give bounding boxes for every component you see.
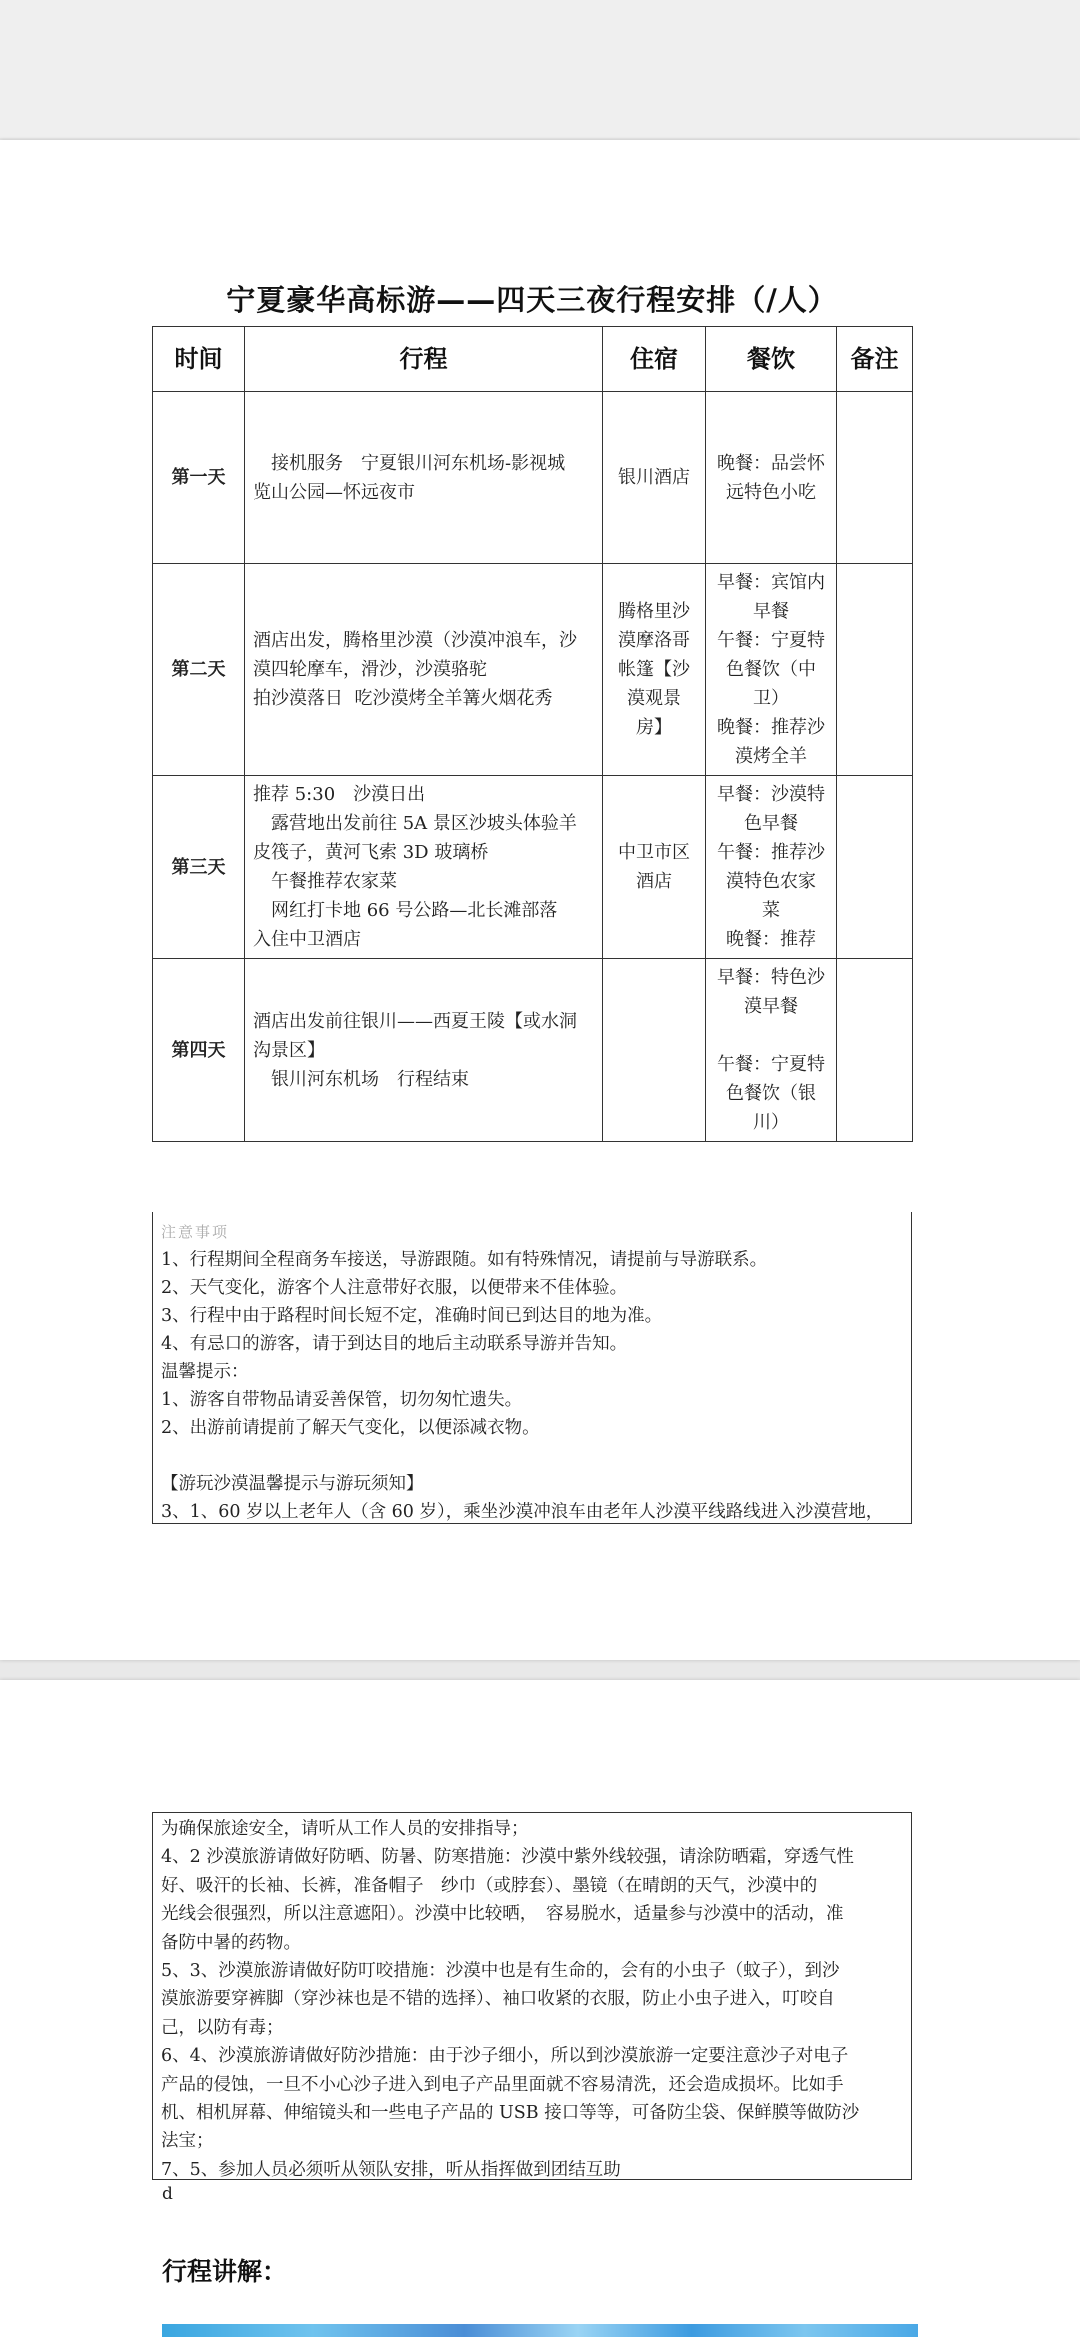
meals-cell-line: 漠特色农家	[726, 871, 816, 892]
remarks-cell	[837, 959, 913, 1142]
lodging-cell-line: 中卫市区	[618, 842, 690, 863]
lodging-cell-line: 帐篷【沙	[618, 659, 690, 680]
tip-line: 好、吸汗的长袖、长裤，准备帽子 纱巾（或脖套）、墨镜（在晴朗的天气，沙漠中的	[161, 1875, 818, 1896]
tip-line: 法宝；	[161, 2131, 214, 2152]
meals-cell-line: 晚餐：品尝怀	[717, 452, 825, 474]
meals-cell	[706, 776, 837, 959]
itinerary-cell-line: 沟景区】	[253, 1039, 325, 1061]
note-line: 2、天气变化，游客个人注意带好衣服，以便带来不佳体验。	[161, 1278, 628, 1298]
note-line: 3、行程中由于路程时间长短不定，准确时间已到达目的地为准。	[161, 1306, 663, 1326]
itinerary-cell	[245, 564, 603, 776]
header-meals: 餐饮	[706, 327, 837, 392]
lodging-cell-line: 银川酒店	[618, 467, 690, 488]
itinerary-cell	[245, 959, 603, 1142]
note-line: 2、出游前请提前了解天气变化，以便添减衣物。	[161, 1418, 540, 1438]
notes-heading: 注意事项	[161, 1223, 230, 1241]
lodging-cell	[603, 776, 706, 959]
tip-line: 7、5、参加人员必须听从领队安排，听从指挥做到团结互助	[161, 2159, 621, 2180]
remarks-cell	[837, 776, 913, 959]
meals-cell	[706, 564, 837, 776]
itinerary-cell-line: 酒店出发前往银川——西夏王陵【或水洞	[253, 1010, 577, 1032]
tip-line: 漠旅游要穿裤脚（穿沙袜也是不错的选择）、袖口收紧的衣服，防止小虫子进入，叮咬自	[161, 1989, 835, 2010]
meals-cell-line: 晚餐：推荐	[726, 929, 816, 950]
safety-tips-box	[152, 1812, 912, 2180]
day-cell: 第四天	[153, 959, 245, 1142]
meals-cell	[706, 959, 837, 1142]
meals-cell-line: 晚餐：推荐沙	[717, 717, 825, 738]
meals-cell	[706, 392, 837, 564]
remarks-cell	[837, 392, 913, 564]
meals-cell-line: 午餐：推荐沙	[717, 842, 825, 863]
meals-cell-line: 漠早餐	[744, 996, 798, 1017]
tip-line: 产品的侵蚀，一旦不小心沙子进入到电子产品里面就不容易清洗，还会造成损坏。比如手	[161, 2074, 844, 2095]
header-remarks: 备注	[837, 327, 913, 392]
itinerary-cell	[245, 776, 603, 959]
day-cell: 第三天	[153, 776, 245, 959]
lodging-cell-line: 漠摩洛哥	[618, 630, 690, 651]
note-line: 3、1、60 岁以上老年人（含 60 岁），乘坐沙漠冲浪车由老年人沙漠平线路线进入沙漠营地，	[161, 1502, 884, 1522]
lodging-cell	[603, 392, 706, 564]
meals-cell-line: 漠烤全羊	[735, 746, 807, 767]
tip-line: 4、2 沙漠旅游请做好防晒、防暑、防寒措施：沙漠中紫外线较强，请涂防晒霜，穿透气性	[161, 1847, 854, 1868]
meals-cell-line: 卫）	[753, 688, 789, 709]
header-lodging: 住宿	[603, 327, 706, 392]
tip-line: 机、相机屏幕、伸缩镜头和一些电子产品的 USB 接口等等，可备防尘袋、保鲜膜等做防沙	[161, 2103, 860, 2124]
itinerary-cell-line: 漠四轮摩车，滑沙，沙漠骆驼	[253, 659, 487, 680]
table-row	[153, 776, 913, 959]
tip-line: 光线会很强烈，所以注意遮阳）。沙漠中比较晒， 容易脱水，适量参与沙漠中的活动，准	[161, 1904, 844, 1925]
itinerary-cell	[245, 392, 603, 564]
header-itinerary: 行程	[245, 327, 603, 392]
lodging-cell	[603, 564, 706, 776]
note-line: 1、游客自带物品请妥善保管，切勿匆忙遗失。	[161, 1390, 523, 1410]
tip-line: 5、3、沙漠旅游请做好防叮咬措施：沙漠中也是有生命的，会有的小虫子（蚊子），到沙	[161, 1961, 840, 1982]
section-title-itinerary-explanation: 行程讲解：	[162, 2257, 288, 2286]
itinerary-cell-line: 览山公园—怀远夜市	[253, 481, 415, 503]
table-row	[153, 959, 913, 1142]
tip-line: 为确保旅途安全，请听从工作人员的安排指导；	[161, 1819, 529, 1839]
itinerary-cell-line: 拍沙漠落日 吃沙漠烤全羊篝火烟花秀	[253, 688, 553, 709]
itinerary-cell-line: 接机服务 宁夏银川河东机场-影视城	[253, 452, 566, 474]
itinerary-photo	[162, 2324, 918, 2337]
tip-line: 备防中暑的药物。	[161, 1932, 301, 1953]
viewer-background-top	[0, 0, 1080, 138]
note-line	[161, 1442, 903, 1470]
table-header-row	[153, 327, 913, 392]
header-time: 时间	[153, 327, 245, 392]
day-cell: 第二天	[153, 564, 245, 776]
lodging-cell-line: 酒店	[636, 871, 672, 892]
note-line: 4、有忌口的游客，请于到达目的地后主动联系导游并告知。	[161, 1334, 628, 1354]
meals-cell-line: 早餐：特色沙	[717, 967, 825, 988]
itinerary-cell-line: 银川河东机场 行程结束	[253, 1068, 469, 1090]
meals-cell-line: 早餐：宾馆内	[717, 572, 825, 593]
tip-line: 己，以防有毒；	[161, 2017, 284, 2038]
page-title: 宁夏豪华高标游——四天三夜行程安排（/人）	[226, 283, 838, 317]
itinerary-cell-line: 入住中卫酒店	[253, 929, 361, 950]
note-line: 1、行程期间全程商务车接送，导游跟随。如有特殊情况，请提前与导游联系。	[161, 1250, 768, 1270]
meals-cell-line: 早餐	[753, 601, 789, 622]
note-line: 【游玩沙漠温馨提示与游玩须知】	[161, 1474, 424, 1494]
itinerary-cell-line: 皮筏子，黄河飞索 3D 玻璃桥	[253, 842, 489, 863]
meals-cell-line: 午餐：宁夏特	[717, 630, 825, 651]
notes-section	[152, 1212, 912, 1524]
lodging-cell-line: 房】	[636, 717, 672, 738]
meals-cell-line: 色餐饮（中	[726, 659, 816, 680]
tip-line: 6、4、沙漠旅游请做好防沙措施：由于沙子细小，所以到沙漠旅游一定要注意沙子对电子	[161, 2046, 849, 2067]
lodging-cell-line: 腾格里沙	[618, 601, 690, 622]
trailing-mark: d	[162, 2184, 173, 2204]
itinerary-cell-line: 网红打卡地 66 号公路—北长滩部落	[253, 900, 558, 921]
meals-cell-line: 早餐：沙漠特	[717, 784, 825, 805]
itinerary-cell-line: 酒店出发，腾格里沙漠（沙漠冲浪车，沙	[253, 630, 577, 651]
meals-cell-line: 菜	[762, 900, 780, 921]
meals-cell-line: 川）	[753, 1112, 789, 1133]
lodging-cell-line: 漠观景	[627, 688, 681, 709]
meals-cell-line	[714, 1021, 828, 1050]
itinerary-cell-line: 露营地出发前往 5A 景区沙坡头体验羊	[253, 813, 577, 834]
meals-cell-line: 色餐饮（银	[726, 1083, 816, 1104]
itinerary-cell-line: 推荐 5:30 沙漠日出	[253, 784, 426, 805]
table-row	[153, 392, 913, 564]
meals-cell-line: 远特色小吃	[726, 481, 816, 503]
meals-cell-line: 色早餐	[744, 813, 798, 834]
day-cell: 第一天	[153, 392, 245, 564]
itinerary-cell-line: 午餐推荐农家菜	[253, 871, 397, 892]
itinerary-table	[152, 326, 913, 1142]
remarks-cell	[837, 564, 913, 776]
note-line: 温馨提示：	[161, 1362, 249, 1382]
meals-cell-line: 午餐：宁夏特	[717, 1054, 825, 1075]
lodging-cell	[603, 959, 706, 1142]
table-row	[153, 564, 913, 776]
